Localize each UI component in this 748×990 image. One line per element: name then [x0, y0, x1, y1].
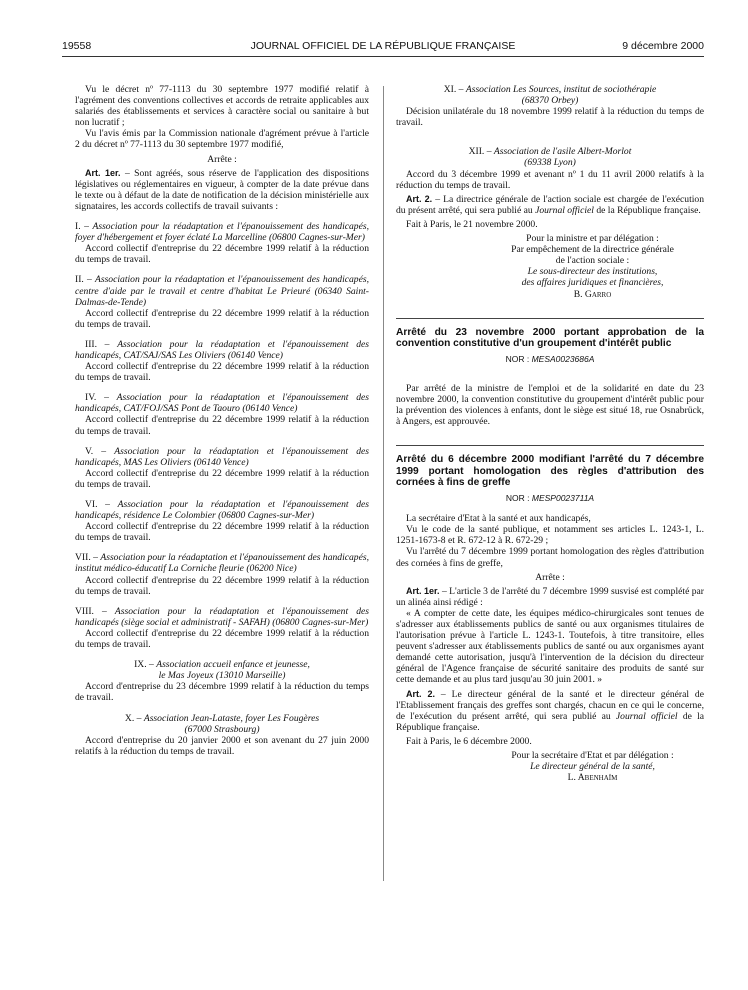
item-12: XII. – Association de l'asile Albert-Morlot (69338 Lyon) Accord du 3 décembre 1999 et avenant nº 1 du 11 avril 2000 relatifs à la réduction du temps de travail. — [396, 146, 704, 191]
item-5: V. – Association pour la réadaptation et l'épanouissement des handicapés, MAS Les Oliviers (06140 Vence) Accord collectif d'entreprise du 22 décembre 1999 relatif à la réduction du temps de travail. — [75, 445, 370, 490]
item-number: II. — [75, 274, 84, 286]
page-header — [62, 40, 704, 54]
decree-3 — [396, 454, 704, 783]
item-association-line1: Association de l'asile Albert-Morlot — [493, 146, 632, 158]
decree-3-article-2: Art. 2. – Le directeur général de la santé et le directeur général de l'Etablissement français des greffes sont chargés, chacun en ce qui le concerne, de l'exécution du présent arrêté, qui sera publié au Journal officiel de la République française. — [396, 688, 705, 733]
section-rule — [396, 445, 704, 446]
item-2: II. – Association pour la réadaptation et l'épanouissement des handicapés, centre d'aide par le travail et centre d'habitat Le Prieuré (06340 Saint-Dalmas-de-Tende) Accord collectif d'entreprise du 22 décembre 1999 relatif à la réduction du temps de travail. — [75, 274, 369, 330]
decree-3-title: Arrêté du 6 décembre 2000 modifiant l'arrêté du 7 décembre 1999 portant homologation des règles d'attribution des cornées à fins de greffe — [396, 454, 704, 489]
decree-3-nor: NOR : MESP0023711A — [505, 493, 595, 504]
decree-3-signature: Pour la secrétaire d'Etat et par délégation : Le directeur général de la santé, L. Abenhaïm — [396, 750, 704, 783]
item-number: III. — [85, 338, 97, 350]
decree-3-fait: Fait à Paris, le 6 décembre 2000. — [406, 735, 532, 747]
item-number: VII. — [75, 552, 91, 564]
item-description: Accord collectif d'entreprise du 22 décembre 1999 relatif à la réduction du temps de travail. — [75, 521, 369, 544]
article-2-label: Art. 2. — [406, 193, 433, 204]
article-1-label: Art. 1er. — [85, 167, 121, 178]
item-description: Accord collectif d'entreprise du 22 décembre 1999 relatif à la réduction du temps de travail. — [75, 361, 369, 384]
item-description: Accord collectif d'entreprise du 22 décembre 1999 relatif à la réduction du temps de travail. — [75, 307, 369, 330]
item-number: X. — [124, 712, 135, 724]
decree-3-quote: « A compter de cette date, les équipes médico-chirurgicales sont tenues de s'adresser aux établissements publics de santé ou aux organismes titulaires de l'autorisation prévue à l'article L. 1243-1. Toutefois, à titre transitoire, elles peuvent s'adresser aux établissements publics de santé ou aux organismes ayant demandé cette autorisation, jusqu'à l'intervention de la décision du directeur général de l'Agence française de sécurité sanitaire des produits de santé sur cette demande et au plus tard jusqu'au 30 juin 2001. » — [396, 607, 704, 686]
issue-date: 9 décembre 2000 — [622, 40, 704, 52]
item-association-line2: (69338 Lyon) — [524, 157, 576, 169]
item-association: Association pour la réadaptation et l'épanouissement des handicapés, CAT/FOJ/SAS Pont de Taouro (06140 Vence) — [75, 392, 370, 415]
item-number: IX. — [134, 659, 147, 671]
item-11: XI. – Association Les Sources, institut de sociothérapie (68370 Orbey) Décision unilatérale du 18 novembre 1999 relatif à la réduction du temps de travail. — [396, 84, 704, 129]
article-2: Art. 2. – La directrice générale de l'action sociale est chargée de l'exécution du présent arrêté, qui sera publié au Journal officiel de la République française. — [396, 193, 704, 216]
decree-3-intro-2: Vu le code de la santé publique, et notamment ses articles L. 1243-1, L. 1251-1673-8 et R. 672-12 à R. 672-29 ; — [396, 524, 704, 547]
item-1: I. – Association pour la réadaptation et l'épanouissement des handicapés, foyer d'hébergement et foyer éclaté La Marcelline (06800 Cagnes-sur-Mer) Accord collectif d'entreprise du 22 décembre 1999 relatif à la réduction du temps de travail. — [75, 221, 369, 266]
page-number: 19558 — [62, 40, 92, 52]
item-association: Association pour la réadaptation et l'épanouissement des handicapés, résidence Le Colombier (06800 Cagnes-sur-Mer) — [75, 499, 370, 522]
vu-avis: Vu l'avis émis par la Commission nationale d'agrément prévue à l'article 2 du décret nº 77-1113 du 30 septembre 1977 modifié, — [75, 128, 369, 151]
decree-2 — [396, 327, 704, 428]
item-association-line1: Association Les Sources, institut de sociothérapie — [465, 84, 657, 95]
item-association-line1: Association accueil enfance et jeunesse, — [156, 659, 310, 671]
signatory-name: B. Garro — [573, 288, 612, 300]
item-description: Accord d'entreprise du 23 décembre 1999 relatif à la réduction du temps de travail. — [75, 681, 369, 704]
journal-title: JOURNAL OFFICIEL DE LA RÉPUBLIQUE FRANÇAISE — [250, 40, 516, 52]
article-1 — [75, 168, 369, 212]
item-number: XI. — [443, 84, 457, 95]
item-association-line2: le Mas Joyeux (13010 Marseille) — [158, 670, 286, 682]
item-number: I. — [75, 221, 81, 233]
decree-2-nor: NOR : MESA0023686A — [505, 353, 595, 364]
article-1-text: – Sont agréés, sous réserve de l'application des dispositions législatives ou réglementaires en vigueur, à compter de la date prévue dans le texte ou à défaut de la date de notification de la décision ministérielle aux signataires, les accords collectifs de travail suivants : — [75, 167, 369, 212]
item-association-line2: (67000 Strasbourg) — [184, 723, 260, 735]
item-number: VI. — [85, 499, 98, 510]
column-divider — [383, 86, 384, 881]
item-4: IV. – Association pour la réadaptation et l'épanouissement des handicapés, CAT/FOJ/SAS Pont de Taouro (06140 Vence) Accord collectif d'entreprise du 22 décembre 1999 relatif à la réduction du temps de travail. — [75, 392, 370, 437]
decree-3-arrete: Arrête : — [535, 571, 565, 583]
item-description: Accord collectif d'entreprise du 22 décembre 1999 relatif à la réduction du temps de travail. — [75, 627, 369, 651]
item-association: Association pour la réadaptation et l'épanouissement des handicapés, CAT/SAJ/SAS Les Oliviers (06140 Vence) — [75, 338, 370, 361]
item-9: IX. – Association accueil enfance et jeunesse, le Mas Joyeux (13010 Marseille) Accord d'entreprise du 23 décembre 1999 relatif à la réduction du temps de travail. — [75, 659, 369, 704]
item-description: Accord collectif d'entreprise du 22 décembre 1999 relatif à la réduction du temps de travail. — [75, 574, 369, 597]
item-10: X. – Association Jean-Lataste, foyer Les Fougères (67000 Strasbourg) Accord d'entreprise du 20 janvier 2000 et son avenant du 27 juin 2000 relatifs à la réduction du temps de travail. — [75, 712, 369, 757]
item-number: V. — [85, 445, 94, 457]
item-association: Association pour la réadaptation et l'épanouissement des handicapés (siège social et administratif - SAFAH) (06800 Cagnes-sur-Mer) — [75, 605, 370, 628]
item-7: VII. – Association pour la réadaptation et l'épanouissement des handicapés, institut médico-éducatif La Corniche fleurie (06200 Nice) Accord collectif d'entreprise du 22 décembre 1999 relatif à la réduction du temps de travail. — [75, 552, 369, 597]
item-description: Décision unilatérale du 18 novembre 1999 relatif à la réduction du temps de travail. — [396, 106, 704, 129]
decree-2-title: Arrêté du 23 novembre 2000 portant approbation de la convention constitutive d'un groupement d'intérêt public — [396, 326, 704, 350]
decree-3-intro-3: Vu l'arrêté du 7 décembre 1999 portant homologation des règles d'attribution des cornées à fins de greffe, — [396, 546, 704, 569]
item-3: III. – Association pour la réadaptation et l'épanouissement des handicapés, CAT/SAJ/SAS Les Oliviers (06140 Vence) Accord collectif d'entreprise du 22 décembre 1999 relatif à la réduction du temps de travail. — [75, 338, 370, 384]
item-8: VIII. – Association pour la réadaptation et l'épanouissement des handicapés (siège social et administratif - SAFAH) (06800 Cagnes-sur-Mer) Accord collectif d'entreprise du 22 décembre 1999 relatif à la réduction du temps de travail. — [75, 605, 370, 651]
decree-3-article-1: Art. 1er. – L'article 3 de l'arrêté du 7 décembre 1999 susvisé est complété par un alinéa ainsi rédigé : — [396, 585, 704, 608]
item-number: VIII. — [75, 605, 94, 617]
arrete-heading: Arrête : — [207, 153, 237, 165]
item-association: Association pour la réadaptation et l'épanouissement des handicapés, institut médico-éducatif La Corniche fleurie (06200 Nice) — [75, 552, 369, 575]
vu-decret: Vu le décret nº 77-1113 du 30 septembre 1977 modifié relatif à l'agrément des conventions collectives et accords de retraite applicables aux salariés des établissements et services à caractère social ou sanitaire à but non lucratif ; — [75, 84, 369, 129]
item-association-line2: (68370 Orbey) — [521, 95, 579, 107]
item-association: Association pour la réadaptation et l'épanouissement des handicapés, foyer d'hébergement et foyer éclaté La Marcelline (06800 Cagnes-sur-Mer) — [75, 221, 369, 244]
item-association: Association pour la réadaptation et l'épanouissement des handicapés, MAS Les Oliviers (06140 Vence) — [75, 445, 370, 468]
item-association-line1: Association Jean-Lataste, foyer Les Fougères — [143, 712, 320, 724]
signatory-name: L. Abenhaïm — [567, 772, 618, 784]
item-association: Association pour la réadaptation et l'épanouissement des handicapés, centre d'aide par le travail et centre d'habitat Le Prieuré (06340 Saint-Dalmas-de-Tende) — [75, 274, 369, 308]
right-column — [396, 84, 704, 783]
item-description: Accord du 3 décembre 1999 et avenant nº 1 du 11 avril 2000 relatifs à la réduction du temps de travail. — [396, 168, 704, 191]
journal-officiel-ref: Journal officiel — [535, 204, 594, 216]
section-rule — [396, 318, 704, 319]
item-6: VI. – Association pour la réadaptation et l'épanouissement des handicapés, résidence Le Colombier (06800 Cagnes-sur-Mer) Accord collectif d'entreprise du 22 décembre 1999 relatif à la réduction du temps de travail. — [75, 499, 370, 544]
item-description: Accord collectif d'entreprise du 22 décembre 1999 relatif à la réduction du temps de travail. — [75, 414, 369, 437]
item-number: XII. — [468, 146, 485, 158]
decree-2-text: Par arrêté de la ministre de l'emploi et de la solidarité en date du 23 novembre 2000, la convention constitutive du groupement d'intérêt public pour la prévention des violences à enfants, dont le siège est situé 18, rue Osnabrück, à Angers, est approuvée. — [396, 382, 704, 428]
item-number: IV. — [85, 392, 97, 404]
decree-3-intro-1: La secrétaire d'Etat à la santé et aux handicapés, — [406, 513, 591, 525]
left-column — [75, 84, 369, 757]
fait-a-paris: Fait à Paris, le 21 novembre 2000. — [406, 218, 538, 230]
item-description: Accord collectif d'entreprise du 22 décembre 1999 relatif à la réduction du temps de travail. — [75, 467, 369, 490]
header-rule — [62, 56, 704, 57]
signature-block: Pour la ministre et par délégation : Par empêchement de la directrice générale de l'action sociale : Le sous-directeur des institutions, des affaires juridiques et financières, B. Garro — [396, 233, 704, 300]
item-description: Accord d'entreprise du 20 janvier 2000 et son avenant du 27 juin 2000 relatifs à la réduction du temps de travail. — [75, 734, 369, 757]
item-description: Accord collectif d'entreprise du 22 décembre 1999 relatif à la réduction du temps de travail. — [75, 243, 369, 266]
